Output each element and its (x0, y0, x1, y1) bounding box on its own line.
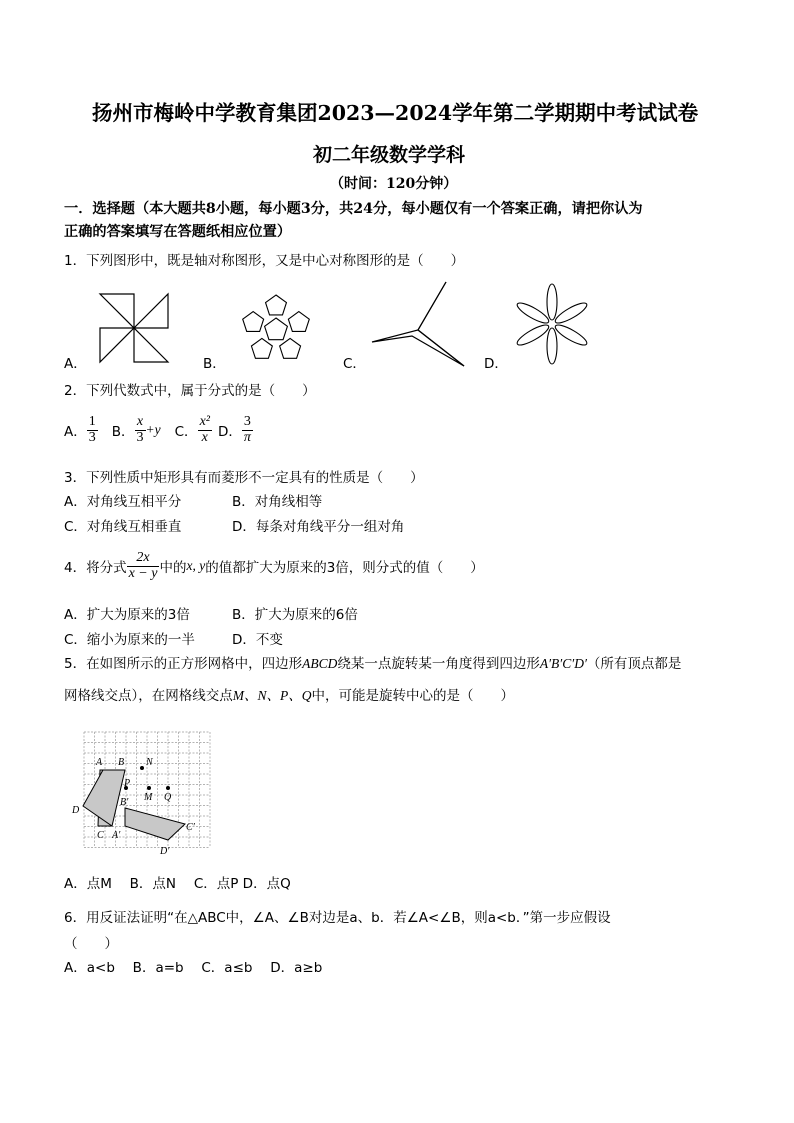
q2-option-a-fraction: $\frac{1}{3}$ (88, 413, 96, 445)
label-q: Q (164, 792, 172, 803)
label-n: N (146, 757, 153, 768)
time-note: （时间：120分钟） (330, 176, 458, 192)
q1-figure-d-flower (512, 284, 592, 364)
q2-option-d-fraction: $\frac{3}{\pi}$ (243, 413, 251, 445)
center-pentagon (265, 318, 288, 340)
q4-stem-post: 的值都扩大为原来的3倍，则分式的值（ ） (205, 560, 484, 576)
q1-figure-a-pinwheel (96, 290, 172, 366)
label-c-prime: C′ (186, 822, 195, 833)
q3-stem: 3．下列性质中矩形具有而菱形不一定具有的性质是（ ） (64, 470, 424, 486)
label-c: C (97, 830, 104, 841)
q2-options (64, 410, 253, 450)
label-p: P (124, 778, 131, 789)
q1-option-c-label: C． (343, 356, 366, 372)
label-d: D (72, 805, 80, 816)
q4-variables: x, y (186, 558, 206, 573)
q2-option-c-label: C． (174, 424, 198, 440)
q5-stem-line1: 5．在如图所示的正方形网格中，四边形ABCD绕某一点旋转某一角度得到四边形A′B′C′D′（所有顶点都是 (64, 656, 682, 672)
q4-fraction: $\frac{2x}{x - y}$ (128, 549, 158, 581)
q4-stem-mid: 中的 (159, 560, 187, 576)
section-heading-line2: 正确的答案填写在答题纸相应位置） (64, 224, 292, 240)
page-title: 扬州市梅岭中学教育集团2023—2024学年第二学期期中考试试卷 (92, 101, 699, 125)
label-a: A (96, 757, 103, 768)
q2-option-d-label: D． (217, 424, 242, 440)
outer-pentagon (288, 312, 309, 332)
q3-option-a: A．对角线互相平分 (64, 494, 182, 510)
q2-option-b-fraction: $\frac{x}{3}$ (136, 413, 144, 445)
q3-option-c: C．对角线互相垂直 (64, 519, 182, 535)
q5-stem-line2: 网格线交点），在网格线交点M、N、P、Q中，可能是旋转中心的是（ ） (64, 688, 514, 704)
outer-pentagon (243, 312, 264, 332)
q4-option-c: C．缩小为原来的一半 (64, 632, 195, 648)
q1-option-d-label: D． (484, 356, 508, 372)
label-d-prime: D′ (160, 846, 170, 857)
q1-figure-c-star (370, 280, 466, 368)
label-b: B (118, 757, 125, 768)
q4-option-b: B．扩大为原来的6倍 (232, 607, 358, 623)
quadrilateral-abcd (83, 770, 125, 826)
q6-stem-line2: （ ） (64, 936, 118, 952)
q1-option-b-label: B． (203, 356, 226, 372)
q5-grid-figure (72, 728, 210, 857)
label-b-prime: B′ (120, 797, 129, 808)
q1-option-a-label: A． (64, 356, 87, 372)
q6-stem-line1: 6．用反证法证明“在△ABC中，∠A、∠B对边是a、b．若∠A<∠B，则a<b．”第一步应假设 (64, 910, 611, 926)
q2-stem: 2．下列代数式中，属于分式的是（ ） (64, 383, 316, 399)
q4-option-d: D．不变 (232, 632, 283, 648)
q1-figure-b-pentagons (232, 290, 320, 366)
q6-options: A．a<b B．a=b C．a≤b D．a≥b (64, 960, 323, 976)
q2-option-a-label: A． (64, 424, 87, 440)
outer-pentagon (251, 338, 272, 358)
q4-option-a: A．扩大为原来的3倍 (64, 607, 190, 623)
quadrilateral-a1b1c1d1 (125, 808, 185, 840)
q1-stem: 1．下列图形中，既是轴对称图形，又是中心对称图形的是（ ） (64, 253, 465, 269)
page-subtitle: 初二年级数学学科 (313, 144, 466, 166)
q4-stem-pre: 4．将分式 (64, 560, 127, 576)
q2-option-b-tail: +y (145, 422, 161, 437)
label-m: M (144, 792, 153, 803)
q3-option-d: D．每条对角线平分一组对角 (232, 519, 405, 535)
q3-option-b: B．对角线相等 (232, 494, 323, 510)
label-a-prime: A′ (112, 830, 121, 841)
outer-pentagon (280, 338, 301, 358)
q4-stem (64, 546, 484, 586)
q2-option-b-label: B． (111, 424, 135, 440)
section-heading-line1: 一．选择题（本大题共8小题，每小题3分，共24分，每小题仅有一个答案正确，请把你认为 (64, 201, 643, 217)
outer-pentagon (266, 295, 287, 315)
q2-option-c-fraction: $\frac{\text{x²}}{x}$ (199, 413, 210, 445)
q5-options: A．点M B．点N C．点P D．点Q (64, 876, 291, 892)
